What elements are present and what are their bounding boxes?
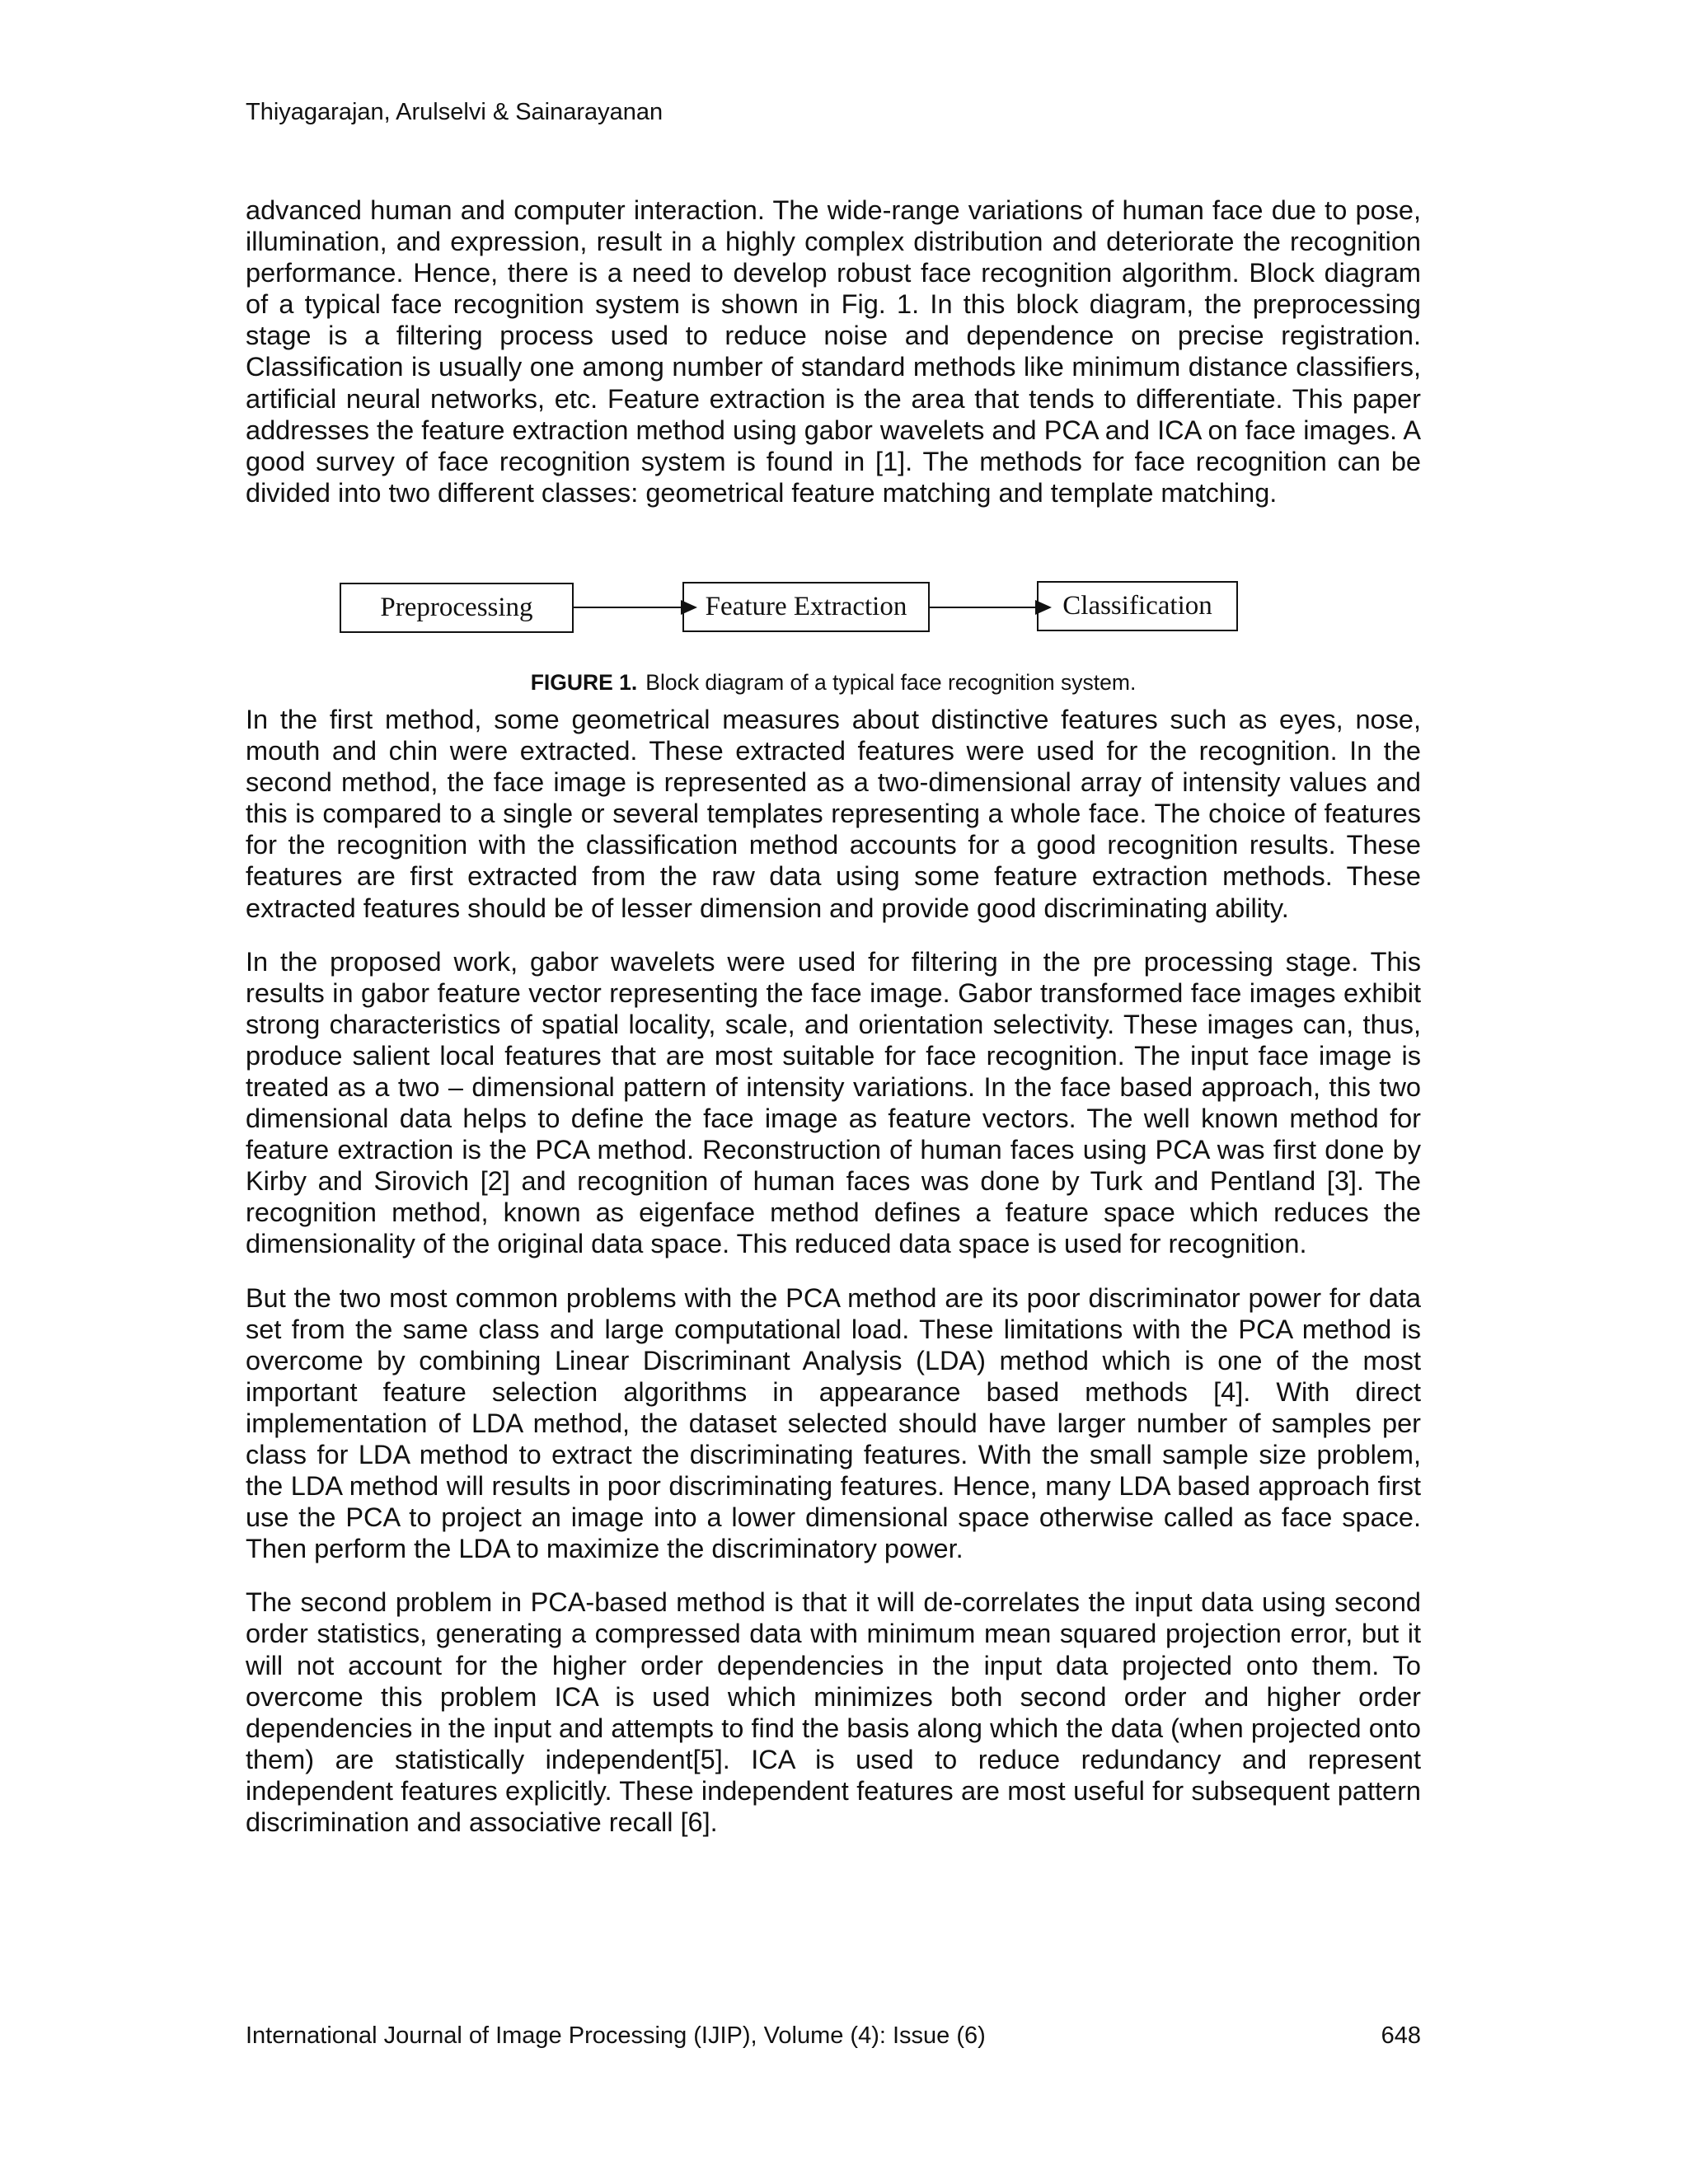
page-footer <box>246 2021 1421 2050</box>
body-paragraph-5: The second problem in PCA-based method is that it will de-correlates the input data using second order statistics, generating a compressed data with minimum mean squared projection error, but it will not account for the higher order dependencies in the input data projected onto them. To overcome this problem ICA is used which minimizes both second order and higher order dependencies in the input and attempts to find the basis along which the data (when projected onto them) are statistically independent[5]. ICA is used to reduce redundancy and represent independent features explicitly. These independent features are most useful for subsequent pattern discrimination and associative recall [6]. <box>246 1587 1421 1838</box>
block-classification: Classification <box>1037 581 1238 631</box>
footer-journal: International Journal of Image Processing (IJIP), Volume (4): Issue (6) <box>246 2022 986 2049</box>
block-feature-extraction: Feature Extraction <box>682 582 930 632</box>
arrow-line-2 <box>930 607 1037 608</box>
block-preprocessing-box: Preprocessing <box>340 583 574 633</box>
body-paragraph-3: In the proposed work, gabor wavelets were used for filtering in the pre processing stage. This results in gabor feature vector representing the face image. Gabor transformed face images exhibit strong characteristics of spatial locality, scale, and orientation selectivity. These images can, thus, produce salient local features that are most suitable for face recognition. The input face image is treated as a two – dimensional pattern of intensity variations. In the face based approach, this two dimensional data helps to define the face image as feature vectors. The well known method for feature extraction is the PCA method. Reconstruction of human faces using PCA was first done by Kirby and Sirovich [2] and recognition of human faces was done by Turk and Pentland [3]. The recognition method, known as eigenface method defines a feature space which reduces the dimensionality of the original data space. This reduced data space is used for recognition. <box>246 946 1421 1259</box>
footer-page-number: 648 <box>1381 2022 1421 2049</box>
body-paragraph-1: advanced human and computer interaction. The wide-range variations of human face due to pose, illumination, and expression, result in a highly complex distribution and deteriorate the recognition performance. Hence, there is a need to develop robust face recognition algorithm. Block diagram of a typical face recognition system is shown in Fig. 1. In this block diagram, the preprocessing stage is a filtering process used to reduce noise and dependence on precise registration. Classification is usually one among number of standard methods like minimum distance classifiers, artificial neural networks, etc. Feature extraction is the area that tends to differentiate. This paper addresses the feature extraction method using gabor wavelets and PCA and ICA on face images. A good survey of face recognition system is found in [1]. The methods for face recognition can be divided into two different classes: geometrical feature matching and template matching. <box>246 195 1421 508</box>
figure-caption-text: Block diagram of a typical face recognition system. <box>645 670 1137 695</box>
body-paragraph-4: But the two most common problems with the PCA method are its poor discriminator power for data set from the same class and large computational load. These limitations with the PCA method is overcome by combining Linear Discriminant Analysis (LDA) method which is one of the most important feature selection algorithms in appearance based methods [4]. With direct implementation of LDA method, the dataset selected should have larger number of samples per class for LDA method to extract the discriminating features. With the small sample size problem, the LDA method will results in poor discriminating features. Hence, many LDA based approach first use the PCA to project an image into a lower dimensional space otherwise called as face space. Then perform the LDA to maximize the discriminatory power. <box>246 1282 1421 1564</box>
body-paragraph-2: In the first method, some geometrical measures about distinctive features such as eyes, nose, mouth and chin were extracted. These extracted features were used for the recognition. In the second method, the face image is represented as a two-dimensional array of intensity values and this is compared to a single or several templates representing a whole face. The choice of features for the recognition with the classification method accounts for a good recognition results. These features are first extracted from the raw data using some feature extraction methods. These extracted features should be of lesser dimension and provide good discriminating ability. <box>246 704 1421 923</box>
figure-caption <box>246 669 1421 696</box>
running-header: Thiyagarajan, Arulselvi & Sainarayanan <box>246 99 663 125</box>
figure-caption-label: FIGURE 1. <box>530 670 638 695</box>
page-content <box>246 194 1421 1860</box>
arrow-line-1 <box>574 607 681 608</box>
